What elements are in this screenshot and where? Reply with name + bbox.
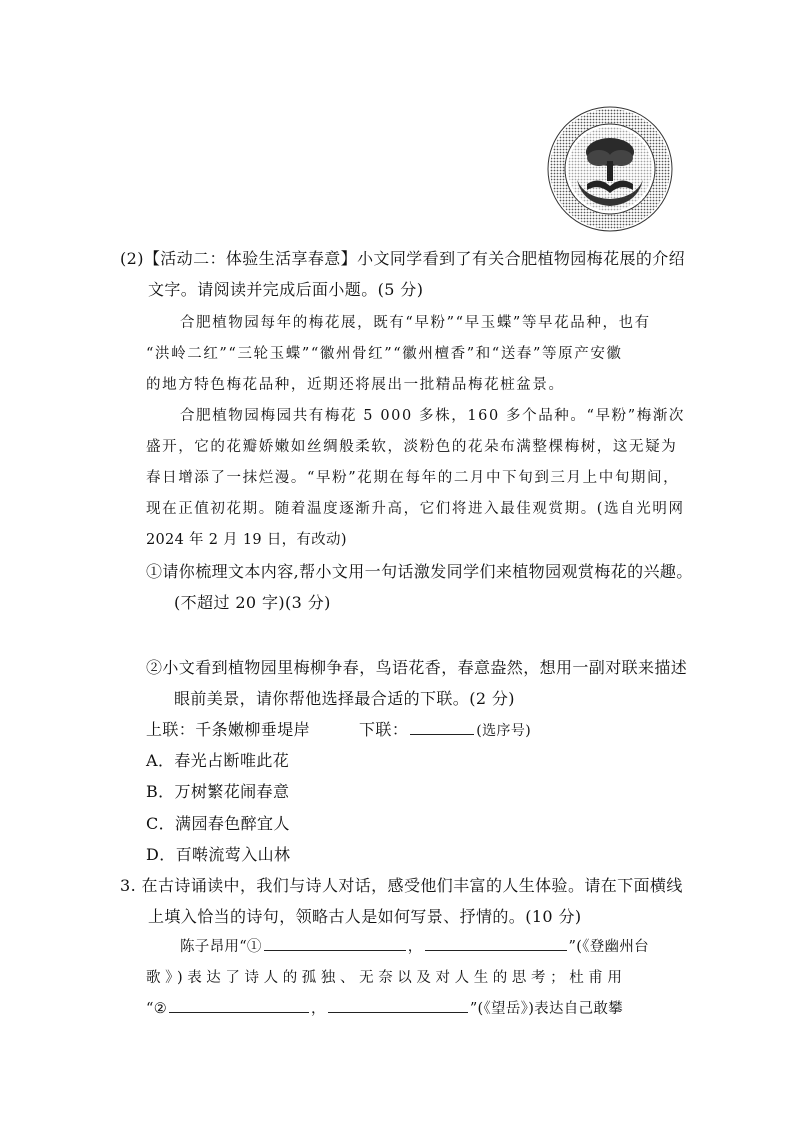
option-a: A．春光占断唯此花 (146, 751, 290, 770)
answer-blank-2a[interactable] (169, 998, 309, 1013)
sub1-question-line1: ①请你梳理文本内容,帮小文用一句话激发同学们来植物园观赏梅花的兴趣。 (146, 562, 693, 581)
q3-comma-2: ， (311, 1001, 326, 1017)
answer-blank-1b[interactable] (425, 936, 567, 951)
q3-fill-line1 (180, 935, 649, 956)
option-c: C．满园春色醉宜人 (146, 814, 290, 833)
q3-intro-line2: 上填入恰当的诗句，领略古人是如何写景、抒情的。(10 分) (148, 907, 582, 926)
passage-p2-line2: 盛开，它的花瓣娇嫩如丝绸般柔软，淡粉色的花朵布满整棵梅树，这无疑为 (146, 439, 678, 455)
sub2-question-line2: 眼前美景，请你帮他选择最合适的下联。(2 分) (174, 689, 515, 708)
lower-couplet-hint: (选序号) (476, 723, 532, 739)
answer-blank-2b[interactable] (328, 998, 468, 1013)
upper-couplet: 上联：千条嫩柳垂堤岸 (146, 720, 311, 739)
q3-l3-suffix: ”(《登幽州台 (568, 939, 649, 955)
q3-l5-prefix: “② (146, 1001, 168, 1017)
passage-p1-line1: 合肥植物园每年的梅花展，既有“早粉”“早玉蝶”等早花品种，也有 (180, 315, 651, 331)
q3-l3-prefix: 陈子昂用“① (180, 939, 262, 955)
option-b: B．万树繁花闹春意 (146, 782, 290, 801)
couplet-line (146, 717, 531, 740)
q3-comma: ， (407, 939, 423, 955)
q3-intro-line1: 3. 在古诗诵读中，我们与诗人对话，感受他们丰富的人生体验。请在下面横线 (120, 876, 683, 895)
q3-fill-line3 (146, 997, 623, 1018)
q3-l5-suffix: ”(《望岳》)表达自己敢攀 (469, 1001, 623, 1017)
sub2-question-line1: ②小文看到植物园里梅柳争春，鸟语花香，春意盎然，想用一副对联来描述 (146, 658, 688, 677)
q2-intro-line1: (2)【活动二：体验生活享春意】小文同学看到了有关合肥植物园梅花展的介绍 (120, 249, 686, 268)
lower-couplet-answer-blank[interactable] (410, 720, 474, 735)
passage-p2-line1: 合肥植物园梅园共有梅花 5 000 多株，160 多个品种。“早粉”梅渐次 (180, 408, 686, 424)
sub1-question-line2: (不超过 20 字)(3 分) (174, 593, 331, 612)
answer-blank-1a[interactable] (264, 936, 406, 951)
passage-p2-line4: 现在正值初花期。随着温度逐渐升高，它们将进入最佳观赏期。(选自光明网 (146, 501, 685, 517)
q3-fill-line2: 歌》)表达了诗人的孤独、无奈以及对人生的思考；杜甫用 (146, 970, 627, 986)
q2-intro-line2: 文字。请阅读并完成后面小题。(5 分) (148, 280, 424, 299)
passage-p1-line3: 的地方特色梅花品种，近期还将展出一批精品梅花桩盆景。 (146, 377, 565, 393)
lower-couplet-label: 下联： (359, 720, 409, 739)
passage-p2-line3: 春日增添了一抹烂漫。“早粉”花期在每年的二月中下旬到三月上中旬期间， (146, 470, 680, 486)
option-d: D．百啭流莺入山林 (146, 845, 291, 864)
passage-source: 2024 年 2 月 19 日，有改动) (146, 532, 347, 548)
school-seal-logo (547, 106, 673, 232)
passage-p1-line2: “洪岭二红”“三轮玉蝶”“徽州骨红”“徽州檀香”和“送春”等原产安徽 (146, 346, 623, 362)
